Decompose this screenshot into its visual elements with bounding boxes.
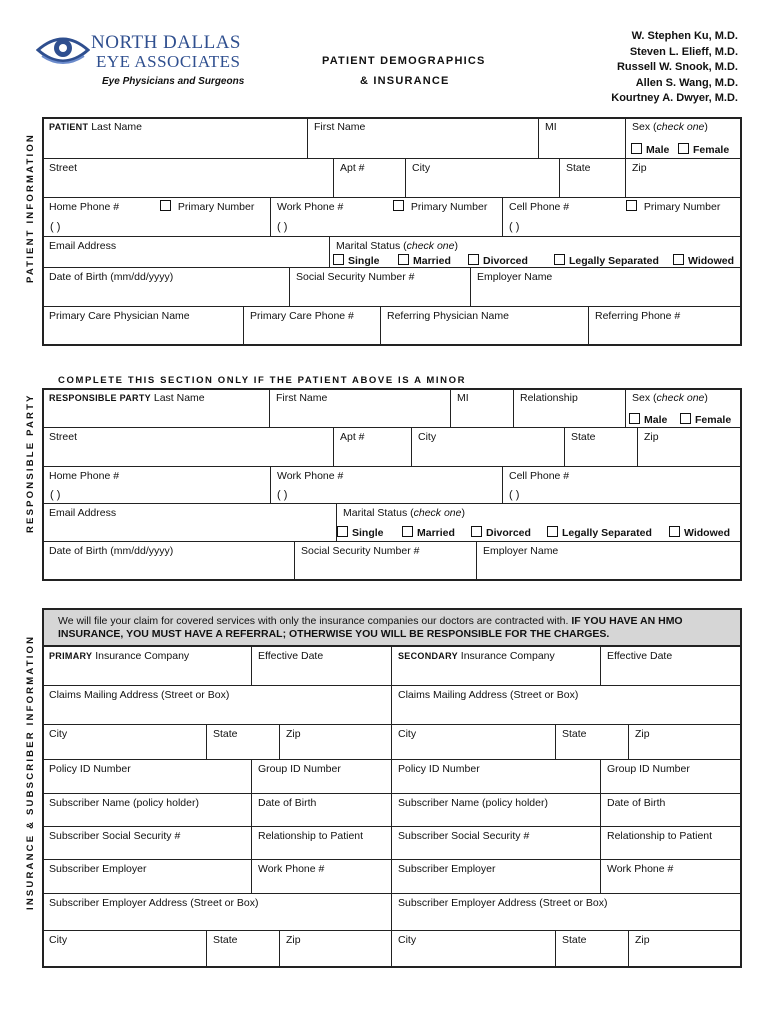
label: Effective Date [607, 650, 673, 662]
rp-divorced-checkbox[interactable] [471, 526, 531, 539]
label: Date of Birth (mm/dd/yyyy) [49, 271, 174, 283]
option-label: Widowed [688, 255, 734, 267]
option-label: Male [644, 414, 668, 426]
label: Social Security Number # [296, 271, 415, 283]
primary-group-id-field[interactable] [251, 759, 392, 794]
option-label: Single [348, 255, 380, 267]
label: State [213, 934, 238, 946]
label: City [49, 728, 68, 740]
option-label: Married [417, 527, 455, 539]
label: Relationship to Patient [258, 830, 364, 842]
secondary-prefix: SECONDARY [398, 651, 458, 661]
label-italic: check one [656, 121, 705, 133]
checkbox-icon [678, 143, 689, 154]
label: Apt # [340, 431, 365, 443]
primary-prefix: PRIMARY [49, 651, 93, 661]
label: First Name [314, 121, 366, 133]
label: State [562, 934, 587, 946]
logo [36, 30, 246, 78]
notice-bold: INSURANCE, YOU MUST HAVE A REFERRAL; OTHERWISE YOU WILL BE RESPONSIBLE FOR THE CHARGES. [58, 628, 610, 640]
label: Sex ( [632, 392, 657, 404]
secondary-work-phone-field[interactable] [600, 859, 742, 894]
primary-policy-id-field[interactable] [42, 759, 252, 794]
option-label: Female [695, 414, 732, 426]
logo-line2: EYE ASSOCIATES [96, 52, 241, 71]
label: Subscriber Social Security # [398, 830, 530, 842]
doctor-list [611, 29, 738, 107]
label: Cell Phone # [509, 201, 570, 213]
label: Street [49, 431, 78, 443]
checkbox-icon [337, 526, 348, 537]
label: Employer Name [477, 271, 553, 283]
rp-apt-field[interactable] [333, 427, 412, 467]
label: Zip [632, 162, 647, 174]
label: Policy ID Number [398, 763, 480, 775]
rp-male-checkbox[interactable] [629, 413, 667, 426]
primary-employer-address-field[interactable] [42, 893, 392, 931]
rp-last-name-field[interactable] [42, 388, 270, 428]
primary-state-field[interactable] [206, 724, 280, 760]
label: Claims Mailing Address (Street or Box) [398, 689, 579, 701]
rp-female-checkbox[interactable] [680, 413, 731, 426]
secondary-employer-city-field[interactable] [391, 930, 556, 968]
label-italic: check one [413, 507, 462, 519]
rp-relationship-field[interactable] [513, 388, 626, 428]
label: Subscriber Employer [49, 863, 147, 875]
option-label: Single [352, 527, 384, 539]
patient-last-name-field[interactable] [42, 117, 308, 159]
label: Effective Date [258, 650, 324, 662]
label: Subscriber Name (policy holder) [398, 797, 548, 809]
label: Relationship to Patient [607, 830, 713, 842]
form-title-1: PATIENT DEMOGRAPHICS [322, 55, 486, 67]
label: Subscriber Employer Address (Street or Box) [398, 897, 608, 909]
primary-employer-state-field[interactable] [206, 930, 280, 968]
label: ) [461, 507, 465, 519]
primary-company-field[interactable] [42, 646, 252, 686]
label: Date of Birth (mm/dd/yyyy) [49, 545, 174, 557]
option-label: Legally Separated [562, 527, 652, 539]
primary-employer-city-field[interactable] [42, 930, 207, 968]
rp-employer-field[interactable] [476, 541, 742, 581]
patient-zip-field[interactable] [625, 158, 742, 198]
patient-email-field[interactable] [42, 236, 330, 268]
label: State [213, 728, 238, 740]
pcp-name-field[interactable] [42, 306, 244, 346]
checkbox-icon [547, 526, 558, 537]
secondary-policy-id-field[interactable] [391, 759, 601, 794]
doctor-name: W. Stephen Ku, M.D. [631, 30, 738, 42]
rp-cell-phone-field[interactable] [502, 466, 742, 504]
secondary-city-field[interactable] [391, 724, 556, 760]
label: Sex ( [632, 121, 657, 133]
phone-area-code: ( ) [277, 221, 288, 233]
patient-apt-field[interactable] [333, 158, 406, 198]
patient-female-checkbox[interactable] [678, 143, 729, 156]
secondary-employer-zip-field[interactable] [628, 930, 742, 968]
secondary-subscriber-ssn-field[interactable] [391, 826, 601, 860]
doctor-name: Kourtney A. Dwyer, M.D. [611, 92, 738, 104]
rp-home-phone-field[interactable] [42, 466, 271, 504]
primary-dob-field[interactable] [251, 793, 392, 827]
phone-area-code: ( ) [50, 221, 61, 233]
label: State [571, 431, 596, 443]
label: Work Phone # [277, 470, 344, 482]
logo-line1: NORTH DALLAS [91, 32, 241, 53]
label: Employer Name [483, 545, 559, 557]
label: Zip [635, 728, 650, 740]
label: Subscriber Employer Address (Street or Box) [49, 897, 259, 909]
label: MI [457, 392, 469, 404]
phone-area-code: ( ) [50, 489, 61, 501]
rp-email-field[interactable] [42, 503, 337, 542]
primary-employer-zip-field[interactable] [279, 930, 392, 968]
label: Group ID Number [607, 763, 690, 775]
checkbox-icon [471, 526, 482, 537]
patient-cell-primary-checkbox[interactable] [626, 200, 720, 213]
secondary-employer-address-field[interactable] [391, 893, 742, 931]
rp-ssn-field[interactable] [294, 541, 477, 581]
phone-area-code: ( ) [509, 221, 520, 233]
patient-ssn-field[interactable] [289, 267, 471, 307]
label: City [398, 728, 417, 740]
checkbox-icon [626, 200, 637, 211]
patient-first-name-field[interactable] [307, 117, 539, 159]
rp-first-name-field[interactable] [269, 388, 451, 428]
primary-relationship-field[interactable] [251, 826, 392, 860]
checkbox-icon [554, 254, 565, 265]
primary-work-phone-field[interactable] [251, 859, 392, 894]
tagline: Eye Physicians and Surgeons [102, 76, 245, 87]
option-label: Divorced [483, 255, 528, 267]
option-label: Primary Number [177, 201, 255, 213]
label: City [398, 934, 417, 946]
rp-street-field[interactable] [42, 427, 334, 467]
label-italic: check one [406, 240, 455, 252]
label: Primary Care Physician Name [49, 310, 190, 322]
label: Marital Status ( [336, 240, 407, 252]
label: Last Name [153, 392, 205, 404]
doctor-name: Steven L. Elieff, M.D. [629, 45, 738, 58]
phone-area-code: ( ) [509, 489, 520, 501]
label: Zip [286, 934, 301, 946]
label: Work Phone # [277, 201, 344, 213]
patient-divorced-checkbox[interactable] [468, 254, 528, 267]
secondary-relationship-field[interactable] [600, 826, 742, 860]
label: Marital Status ( [343, 507, 414, 519]
secondary-subscriber-employer-field[interactable] [391, 859, 601, 894]
label: Date of Birth [258, 797, 317, 809]
rp-widowed-checkbox[interactable] [669, 526, 730, 539]
primary-effective-date-field[interactable] [251, 646, 392, 686]
label: ) [704, 392, 708, 404]
patient-prefix: PATIENT [49, 122, 89, 132]
patient-employer-field[interactable] [470, 267, 742, 307]
secondary-company-field[interactable] [391, 646, 601, 686]
label: ) [704, 121, 708, 133]
label: State [562, 728, 587, 740]
option-label: Female [693, 144, 730, 156]
patient-section-label: PATIENT INFORMATION [25, 133, 36, 283]
label: Work Phone # [607, 863, 674, 875]
checkbox-icon [631, 143, 642, 154]
label: Claims Mailing Address (Street or Box) [49, 689, 230, 701]
checkbox-icon [398, 254, 409, 265]
secondary-employer-state-field[interactable] [555, 930, 629, 968]
rp-legally-separated-checkbox[interactable] [547, 526, 652, 539]
label: Subscriber Social Security # [49, 830, 181, 842]
patient-dob-field[interactable] [42, 267, 290, 307]
label: Relationship [520, 392, 578, 404]
label: Home Phone # [49, 201, 120, 213]
rp-mi-field[interactable] [450, 388, 514, 428]
label: State [566, 162, 591, 174]
insurance-section-label: INSURANCE & SUBSCRIBER INFORMATION [25, 634, 36, 910]
patient-street-field[interactable] [42, 158, 334, 198]
patient-work-primary-checkbox[interactable] [393, 200, 487, 213]
patient-home-primary-checkbox[interactable] [160, 200, 254, 213]
rp-dob-field[interactable] [42, 541, 295, 581]
secondary-claims-address-field[interactable] [391, 685, 742, 725]
label: Date of Birth [607, 797, 666, 809]
form-title-2: & INSURANCE [360, 75, 450, 87]
label: Zip [286, 728, 301, 740]
patient-city-field[interactable] [405, 158, 560, 198]
option-label: Primary Number [410, 201, 488, 213]
checkbox-icon [333, 254, 344, 265]
eye-logo-icon [36, 30, 90, 70]
label: City [49, 934, 68, 946]
option-label: Divorced [486, 527, 531, 539]
label: Social Security Number # [301, 545, 420, 557]
patient-legally-separated-checkbox[interactable] [554, 254, 659, 267]
primary-subscriber-employer-field[interactable] [42, 859, 252, 894]
label: Cell Phone # [509, 470, 570, 482]
checkbox-icon [629, 413, 640, 424]
label: Referring Phone # [595, 310, 681, 322]
rp-prefix: RESPONSIBLE PARTY [49, 393, 151, 403]
option-label: Widowed [684, 527, 730, 539]
notice-bold: IF YOU HAVE AN HMO [571, 615, 683, 627]
label: Zip [635, 934, 650, 946]
checkbox-icon [673, 254, 684, 265]
label: Work Phone # [258, 863, 325, 875]
rp-city-field[interactable] [411, 427, 565, 467]
rp-work-phone-field[interactable] [270, 466, 503, 504]
label: Policy ID Number [49, 763, 131, 775]
phone-area-code: ( ) [277, 489, 288, 501]
rp-married-checkbox[interactable] [402, 526, 455, 539]
patient-widowed-checkbox[interactable] [673, 254, 734, 267]
label: Subscriber Employer [398, 863, 496, 875]
checkbox-icon [680, 413, 691, 424]
secondary-group-id-field[interactable] [600, 759, 742, 794]
primary-subscriber-ssn-field[interactable] [42, 826, 252, 860]
insurance-notice [58, 615, 734, 641]
checkbox-icon [393, 200, 404, 211]
label: Last Name [91, 121, 142, 133]
responsible-section-label: RESPONSIBLE PARTY [25, 393, 36, 533]
label: Apt # [340, 162, 365, 174]
patient-male-checkbox[interactable] [631, 143, 669, 156]
option-label: Male [646, 144, 670, 156]
notice-text: We will file your claim for covered services with only the insurance companies our doctors are contracted with. [58, 615, 569, 627]
label-italic: check one [656, 392, 705, 404]
patient-mi-field[interactable] [538, 117, 626, 159]
label: First Name [276, 392, 328, 404]
option-label: Married [413, 255, 451, 267]
secondary-subscriber-name-field[interactable] [391, 793, 601, 827]
doctor-name: Russell W. Snook, M.D. [616, 61, 738, 73]
referring-phone-field[interactable] [588, 306, 742, 346]
label: Zip [644, 431, 659, 443]
primary-city-field[interactable] [42, 724, 207, 760]
checkbox-icon [669, 526, 680, 537]
label: Referring Physician Name [387, 310, 509, 322]
label: Primary Care Phone # [250, 310, 354, 322]
patient-state-field[interactable] [559, 158, 626, 198]
patient-single-checkbox[interactable] [333, 254, 380, 267]
secondary-zip-field[interactable] [628, 724, 742, 760]
patient-married-checkbox[interactable] [398, 254, 451, 267]
secondary-effective-date-field[interactable] [600, 646, 742, 686]
label: Email Address [49, 507, 117, 519]
label: ) [454, 240, 458, 252]
doctor-name: Allen S. Wang, M.D. [635, 76, 738, 89]
label: Group ID Number [258, 763, 341, 775]
checkbox-icon [468, 254, 479, 265]
minor-section-heading: COMPLETE THIS SECTION ONLY IF THE PATIENT ABOVE IS A MINOR [58, 375, 467, 386]
option-label: Legally Separated [569, 255, 659, 267]
primary-subscriber-name-field[interactable] [42, 793, 252, 827]
label: Street [49, 162, 78, 174]
label: Insurance Company [460, 650, 555, 662]
rp-zip-field[interactable] [637, 427, 742, 467]
primary-zip-field[interactable] [279, 724, 392, 760]
label: Insurance Company [95, 650, 190, 662]
label: City [418, 431, 437, 443]
option-label: Primary Number [643, 201, 721, 213]
label: City [412, 162, 431, 174]
secondary-state-field[interactable] [555, 724, 629, 760]
label: MI [545, 121, 557, 133]
label: Home Phone # [49, 470, 120, 482]
checkbox-icon [402, 526, 413, 537]
referring-physician-field[interactable] [380, 306, 589, 346]
secondary-dob-field[interactable] [600, 793, 742, 827]
rp-single-checkbox[interactable] [337, 526, 384, 539]
checkbox-icon [160, 200, 171, 211]
pcp-phone-field[interactable] [243, 306, 381, 346]
primary-claims-address-field[interactable] [42, 685, 392, 725]
label: Subscriber Name (policy holder) [49, 797, 199, 809]
label: Email Address [49, 240, 117, 252]
rp-state-field[interactable] [564, 427, 638, 467]
